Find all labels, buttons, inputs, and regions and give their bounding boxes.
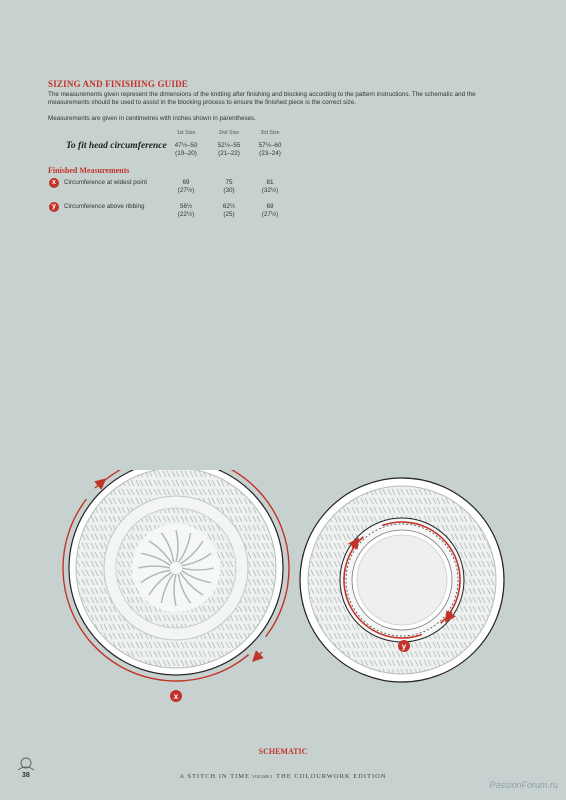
badge-y-label: y xyxy=(401,642,407,651)
measure-y-2 xyxy=(209,203,249,219)
finished-heading: Finished Measurements xyxy=(48,166,130,175)
size-header-1: 1st Size xyxy=(176,130,196,136)
fit-value-3 xyxy=(250,142,290,158)
measure-y-1 xyxy=(166,203,206,219)
section-heading: SIZING AND FINISHING GUIDE xyxy=(48,79,188,89)
arrow-down xyxy=(256,652,262,658)
footer-edition: THE COLOURWORK EDITION xyxy=(276,773,387,780)
footer-volume: VOLUME 3 xyxy=(252,774,273,779)
badge-y-diagram xyxy=(398,640,410,652)
fit-value-in: (19–20) xyxy=(175,150,197,157)
value-cm: 56½ xyxy=(179,203,193,210)
value-in: (25) xyxy=(223,211,235,218)
arrow-up xyxy=(95,482,102,488)
value-cm: 62½ xyxy=(222,203,236,210)
value-in: (27½) xyxy=(177,187,195,194)
badge-x: x xyxy=(49,178,59,188)
value-cm: 75 xyxy=(225,179,233,186)
value-in: (22½) xyxy=(177,211,195,218)
fit-label: To fit head circumference xyxy=(66,141,167,151)
badge-x-label: x xyxy=(173,692,179,701)
footer-title: A STITCH IN TIME xyxy=(179,773,250,780)
measure-x-3 xyxy=(250,179,290,195)
value-in: (27½) xyxy=(261,211,279,218)
value-cm: 81 xyxy=(266,179,274,186)
measure-x-2 xyxy=(209,179,249,195)
intro-paragraph: The measurements given represent the dimensions of the knitting after finishing and blocking according to the pattern instructions. The schematic and the measurements should be used to assist in the blocking process to ensure the finished piece is the correct size. xyxy=(48,91,476,107)
measurement-label-y: Circumference above ribbing xyxy=(64,203,145,210)
value-in: (32½) xyxy=(261,187,279,194)
schematic-diagrams xyxy=(0,470,566,710)
fit-value-2 xyxy=(209,142,249,158)
fit-value-in: (23–24) xyxy=(259,150,281,157)
fit-value-cm: 47½–50 xyxy=(174,142,198,149)
units-note: Measurements are given in centimetres with inches shown in parentheses. xyxy=(48,115,256,122)
crown-view xyxy=(17,470,335,710)
footer xyxy=(0,773,566,780)
brim-view xyxy=(300,478,504,682)
badge-x-diagram xyxy=(170,690,182,702)
page-number: 38 xyxy=(22,772,30,779)
fit-value-cm: 57½–60 xyxy=(258,142,282,149)
badge-y: y xyxy=(49,202,59,212)
fit-value-1 xyxy=(166,142,206,158)
fit-value-cm: 52½–55 xyxy=(217,142,241,149)
size-header-2: 2nd Size xyxy=(218,130,240,136)
value-in: (30) xyxy=(223,187,235,194)
fit-value-in: (21–22) xyxy=(218,150,240,157)
value-cm: 69 xyxy=(266,203,274,210)
value-cm: 69 xyxy=(182,179,190,186)
size-header-3: 3rd Size xyxy=(260,130,280,136)
measure-y-3 xyxy=(250,203,290,219)
watermark: PassionForum.ru xyxy=(489,780,558,790)
measure-x-1 xyxy=(166,179,206,195)
measurement-label-x: Circumference at widest point xyxy=(64,179,147,186)
schematic-title: SCHEMATIC xyxy=(258,747,308,756)
